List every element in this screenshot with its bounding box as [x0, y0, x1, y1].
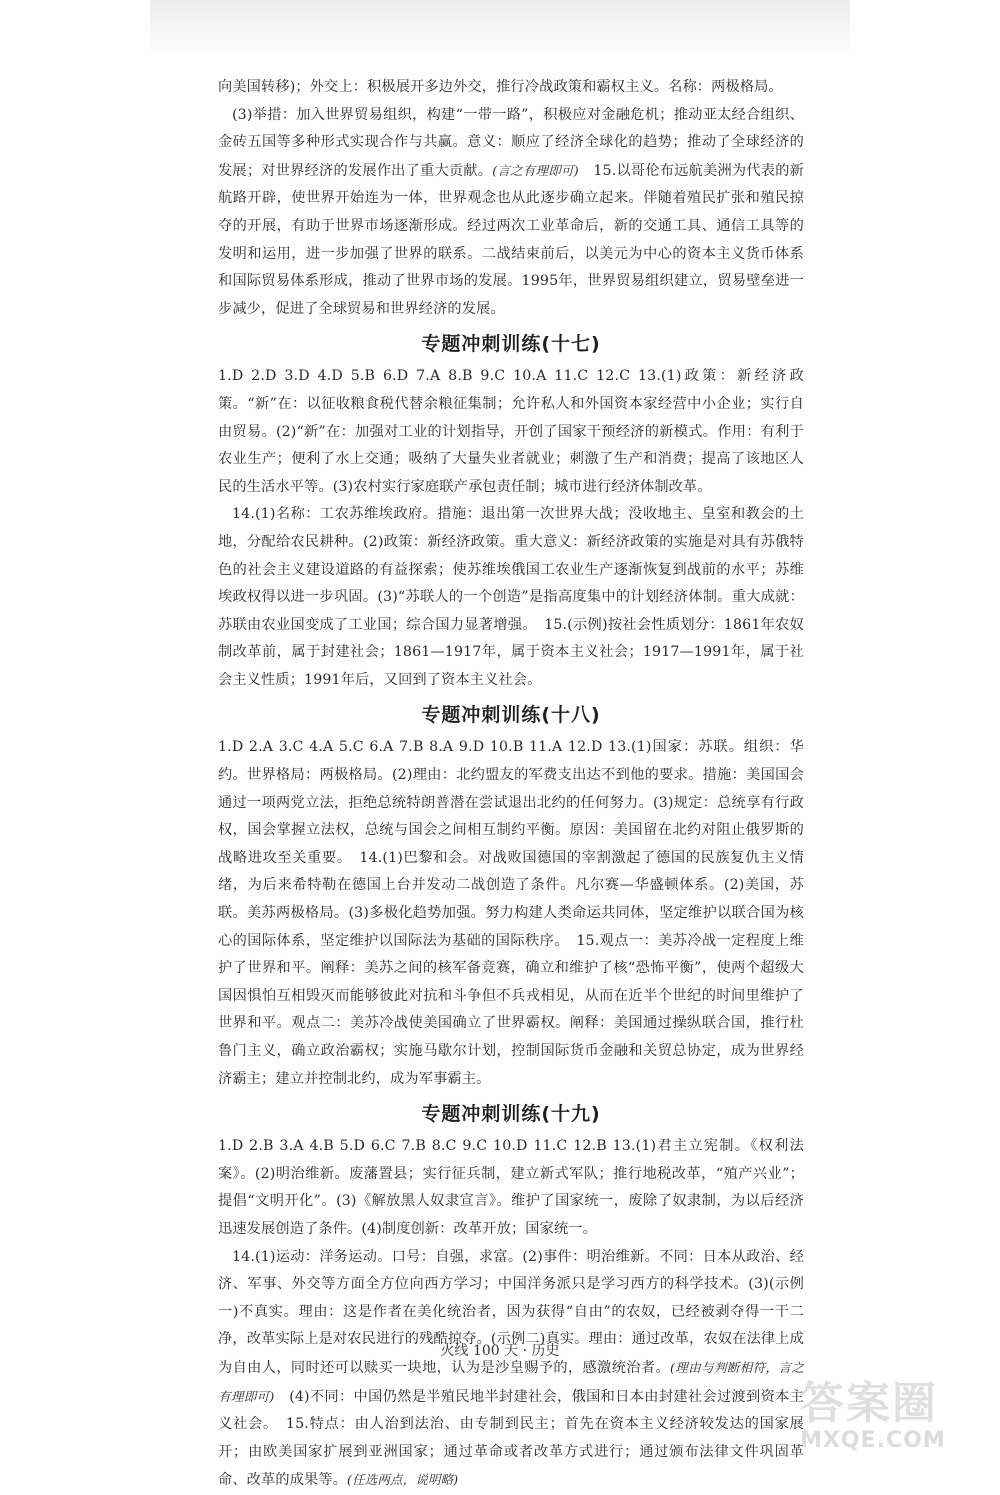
section-title-17: 专题冲刺训练(十七) [421, 333, 601, 356]
intro-note: (言之有理即可) [492, 162, 579, 178]
sec19-text-a: 14.(1)运动：洋务运动。口号：自强，求富。(2)事件：明治维新。不同：日本从政治、经济、军事、外交等方面全方位向西方学习；中国洋务派只是学习西方的科学技术。(3)(示例一)不真实。理由：这是作者在美化统治者，因为获得“自由”的农奴，已经被剥夺得一干二净，改革实际上是对农民进行的残酷掠夺。(示例二)真实。理由：通过改革，农奴在法律上成为自由人，同时还可以赎买一块地，认为是沙皇赐予的，感激统治者。 [218, 1248, 804, 1376]
intro-paragraph-1: 向美国转移)；外交上：积极展开多边外交，推行冷战政策和霸权主义。名称：两极格局。 [218, 79, 783, 95]
scan-bleed-decoration [150, 0, 850, 50]
intro-paragraph-2 [218, 102, 804, 324]
section-title-19: 专题冲刺训练(十九) [421, 1103, 601, 1126]
watermark-text: 答案圈 [800, 1378, 938, 1429]
sec19-note-1: (理由与判断相符，言之有理即可) [218, 1359, 804, 1404]
sec19-paragraph-2 [218, 1244, 804, 1495]
sec19-text-b: (4)不同：中国仍然是半殖民地半封建社会，俄国和日本由封建社会过渡到资本主义社会。 15.特点：由人治到法治、由专制到民主；首先在资本主义经济较发达的国家展开；由欧美国家扩展到亚洲国家；通过革命或者改革方式进行；通过颁布法律文件巩固革命、改革的成果等。 [218, 1388, 804, 1489]
page-footer: 火线 100 天 · 历史 [440, 1343, 560, 1359]
sec19-paragraph-1: 1.D 2.B 3.A 4.B 5.D 6.C 7.B 8.C 9.C 10.D 11.C 12.B 13.(1)君主立宪制。《权利法案》。(2)明治维新。废藩置县；实行征兵制，建立新式军队；推行地税改革，“殖产兴业”；提倡“文明开化”。(3)《解放黑人奴隶宣言》。维护了国家统一，废除了奴隶制，为以后经济迅速发展创造了条件。(4)制度创新：改革开放；国家统一。 [218, 1138, 804, 1237]
intro-text-a: (3)举措：加入世界贸易组织，构建“一带一路”，积极应对金融危机；推动亚太经合组织、金砖五国等多种形式实现合作与共赢。意义：顺应了经济全球化的趋势；推动了全球经济的发展；对世界经济的发展作出了重大贡献。 [218, 106, 804, 179]
sec19-note-2: (任选两点，说明略) [347, 1472, 459, 1488]
sec17-paragraph-2: 14.(1)名称：工农苏维埃政府。措施：退出第一次世界大战；没收地主、皇室和教会的土地，分配给农民耕种。(2)政策：新经济政策。重大意义：新经济政策的实施是对具有苏俄特色的社会主义建设道路的有益探索；使苏维埃俄国工农业生产逐渐恢复到战前的水平；苏维埃政权得以进一步巩固。(3)“苏联人的一个创造”是指高度集中的计划经济体制。重大成就：苏联由农业国变成了工业国；综合国力显著增强。 15.(示例)按社会性质划分：1861年农奴制改革前，属于封建社会；1861—1917年，属于资本主义社会；1917—1991年，属于社会主义性质；1991年后，又回到了资本主义社会。 [218, 506, 804, 688]
watermark-logo [800, 1380, 980, 1460]
section-title-18: 专题冲刺训练(十八) [421, 704, 601, 727]
watermark-url: MXQE.COM [800, 1428, 946, 1453]
sec17-paragraph-1: 1.D 2.D 3.D 4.D 5.B 6.D 7.A 8.B 9.C 10.A 11.C 12.C 13.(1)政策：新经济政策。“新”在：以征收粮食税代替余粮征集制；允许私人和外国资本家经营中小企业；实行自由贸易。(2)“新”在：加强对工业的计划指导，开创了国家干预经济的新模式。作用：有利于农业生产；便利了水上交通；吸纳了大量失业者就业；刺激了生产和消费；提高了该地区人民的生活水平等。(3)农村实行家庭联产承包责任制；城市进行经济体制改革。 [218, 368, 804, 495]
sec18-paragraph-1: 1.D 2.A 3.C 4.A 5.C 6.A 7.B 8.A 9.D 10.B 11.A 12.D 13.(1)国家：苏联。组织：华约。世界格局：两极格局。(2)理由：北约盟友的军费支出达不到他的要求。措施：美国国会通过一项两党立法，拒绝总统特朗普潜在尝试退出北约的任何努力。(3)规定：总统享有行政权，国会掌握立法权，总统与国会之间相互制约平衡。原因：美国留在北约对阻止俄罗斯的战略进攻至关重要。 14.(1)巴黎和会。对战败国德国的宰割激起了德国的民族复仇主义情绪，为后来希特勒在德国上台并发动二战创造了条件。凡尔赛—华盛顿体系。(2)美国，苏联。美苏两极格局。(3)多极化趋势加强。努力构建人类命运共同体，坚定维护以联合国为核心的国际体系，坚定维护以国际法为基础的国际秩序。 15.观点一：美苏冷战一定程度上维护了世界和平。阐释：美苏之间的核军备竞赛，确立和维护了核“恐怖平衡”，使两个超级大国因惧怕互相毁灭而能够彼此对抗和斗争但不兵戎相见，从而在近半个世纪的时间里维护了世界和平。观点二：美苏冷战使美国确立了世界霸权。阐释：美国通过操纵联合国，推行杜鲁门主义，确立政治霸权；实施马歇尔计划，控制国际货币金融和关贸总协定，成为世界经济霸主；建立并控制北约，成为军事霸主。 [218, 739, 804, 1087]
intro-text-b: 15.以哥伦布远航美洲为代表的新航路开辟，使世界开始连为一体，世界观念也从此逐步确立起来。伴随着殖民扩张和殖民掠夺的开展，有助于世界市场逐渐形成。经过两次工业革命后，新的交通工具、通信工具等的发明和运用，进一步加强了世界的联系。二战结束前后，以美元为中心的资本主义货币体系和国际贸易体系形成，推动了世界市场的发展。1995年，世界贸易组织建立，贸易壁垒进一步减少，促进了全球贸易和世界经济的发展。 [218, 162, 804, 317]
answer-content [218, 74, 804, 1495]
